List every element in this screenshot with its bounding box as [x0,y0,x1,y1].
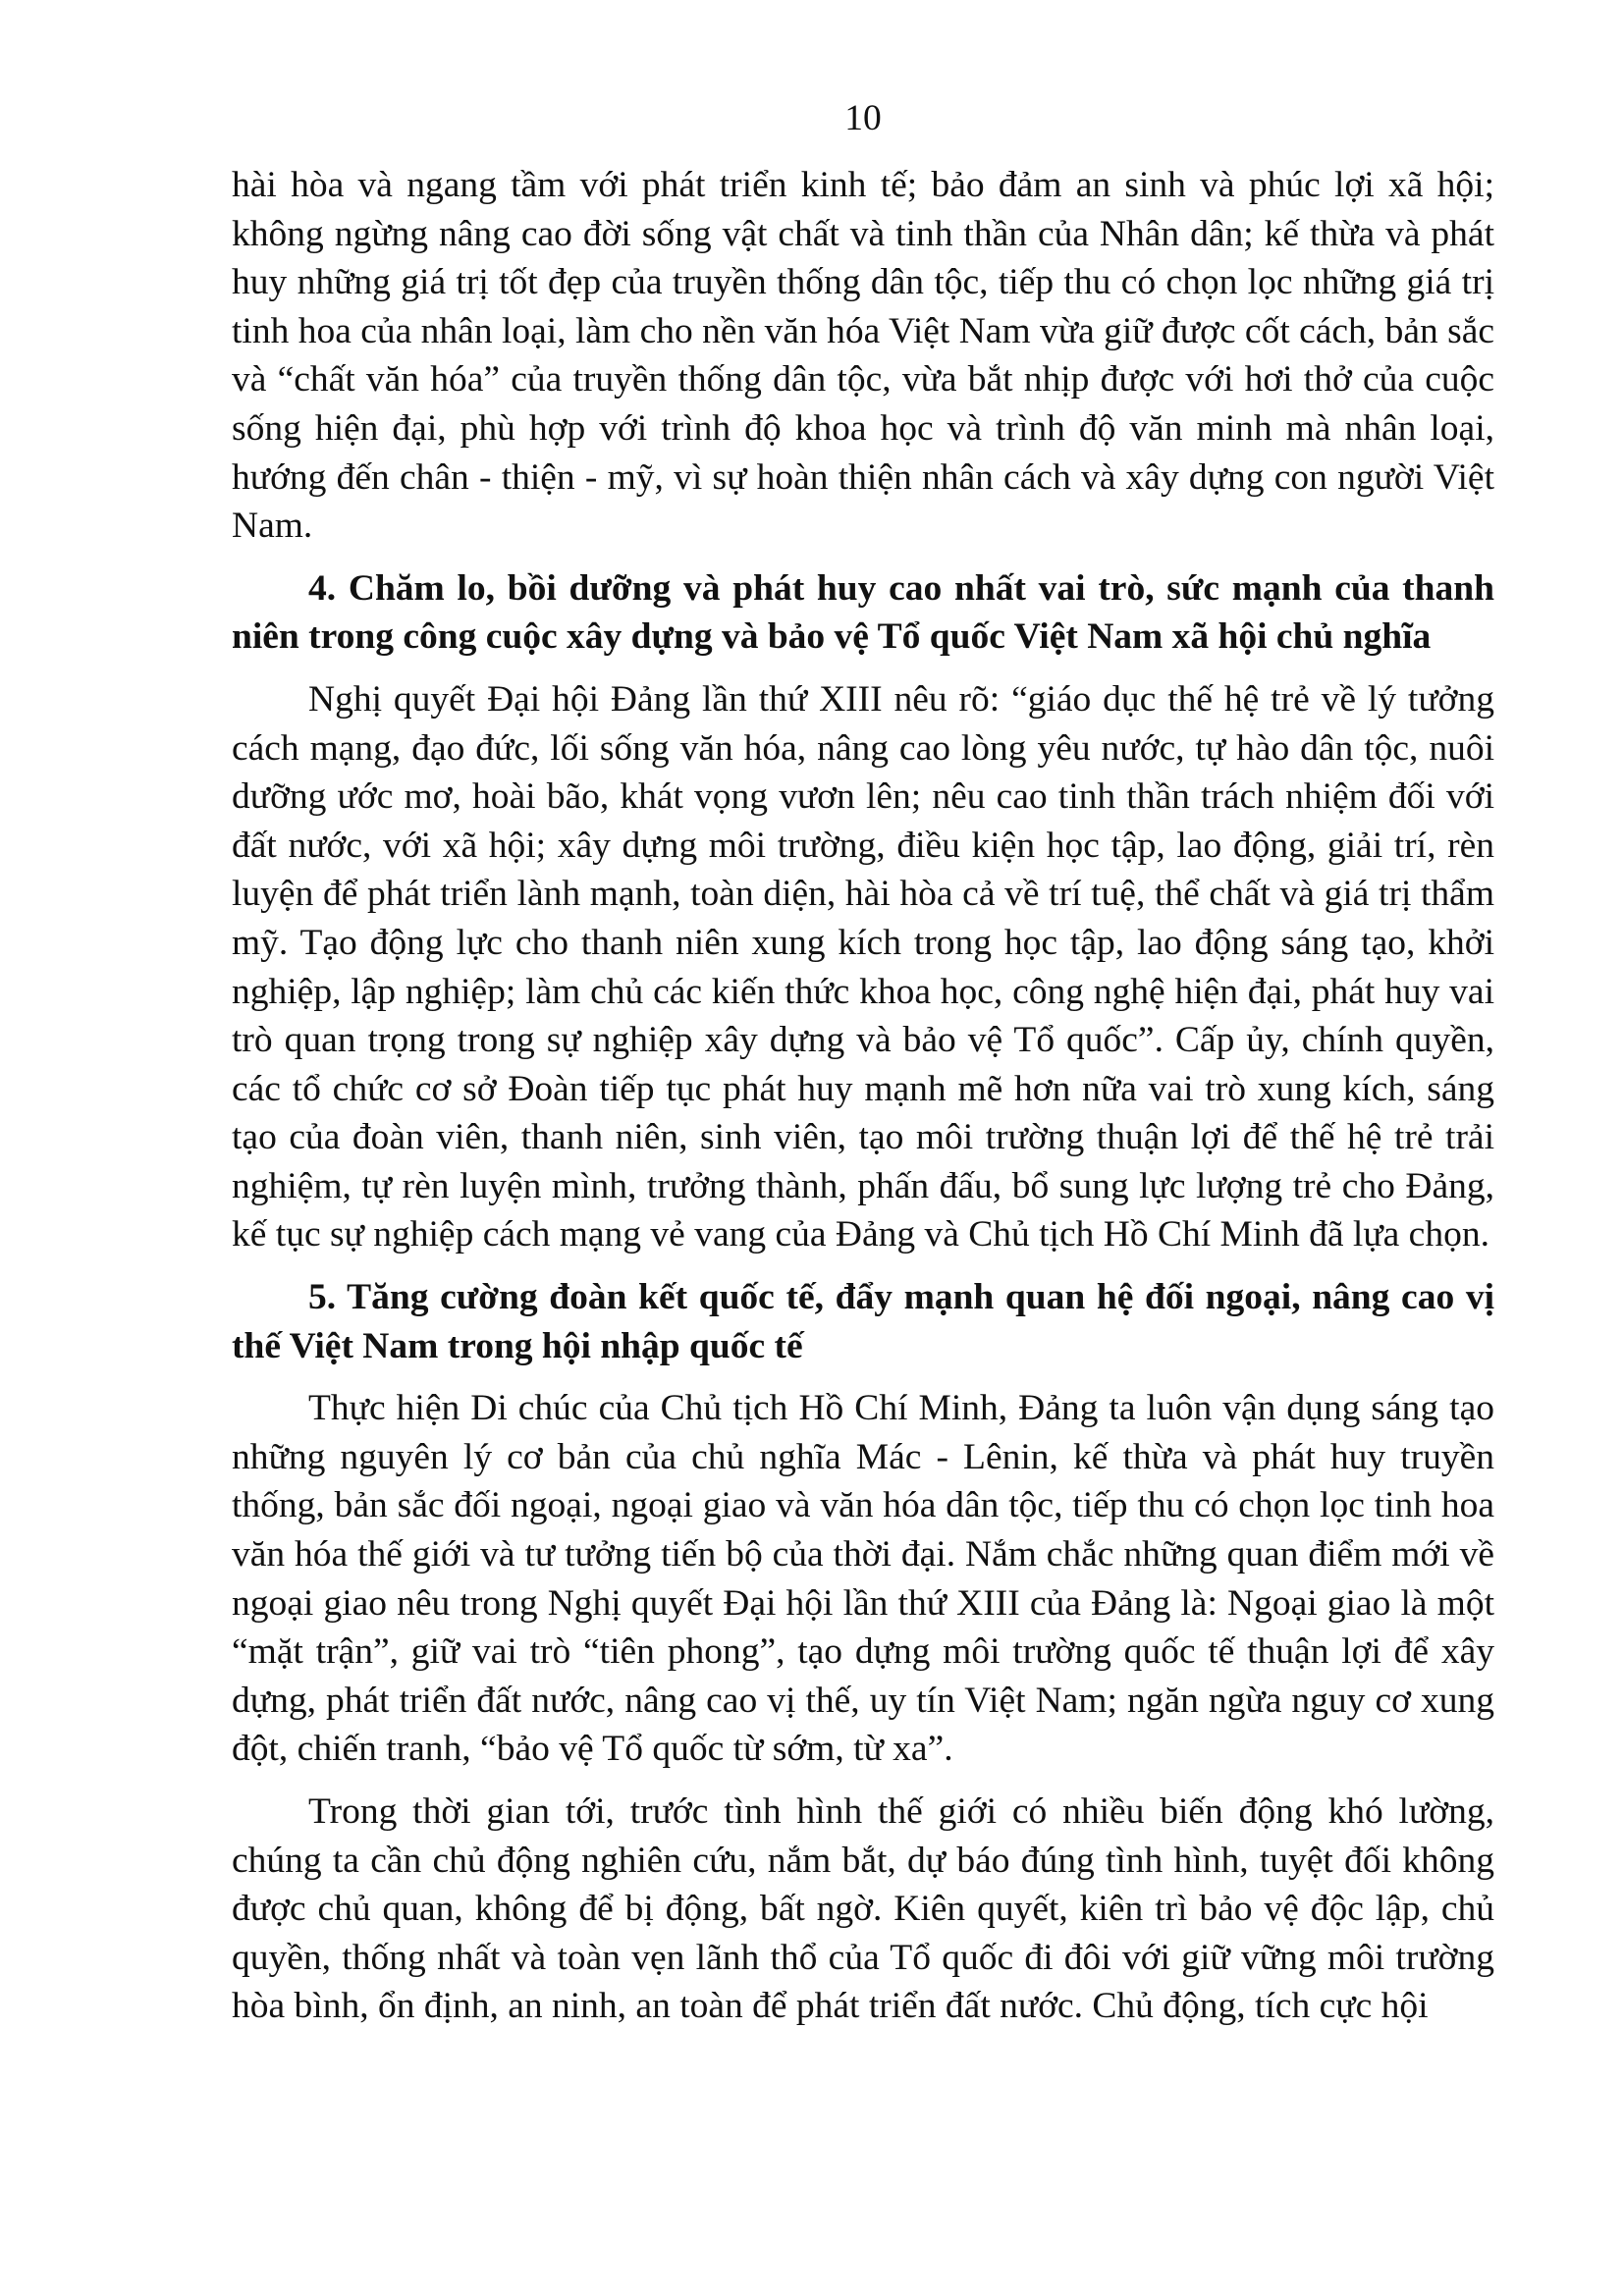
paragraph-youth-resolution: Nghị quyết Đại hội Đảng lần thứ XIII nêu rõ: “giáo dục thế hệ trẻ về lý tưởng cách mạng, đạo đức, lối sống văn hóa, nâng cao lòng yêu nước, tự hào dân tộc, nuôi dưỡng ước mơ, hoài bão, khát vọng vươn lên; nêu cao tinh thần trách nhiệm đối với đất nước, với xã hội; xây dựng môi trường, điều kiện học tập, lao động, giải trí, rèn luyện để phát triển lành mạnh, toàn diện, hài hòa cả về trí tuệ, thể chất và giá trị thẩm mỹ. Tạo động lực cho thanh niên xung kích trong học tập, lao động sáng tạo, khởi nghiệp, lập nghiệp; làm chủ các kiến thức khoa học, công nghệ hiện đại, phát huy vai trò quan trọng trong sự nghiệp xây dựng và bảo vệ Tổ quốc”. Cấp ủy, chính quyền, các tổ chức cơ sở Đoàn tiếp tục phát huy mạnh mẽ hơn nữa vai trò xung kích, sáng tạo của đoàn viên, thanh niên, sinh viên, tạo môi trường thuận lợi để thế hệ trẻ trải nghiệm, tự rèn luyện mình, trưởng thành, phấn đấu, bổ sung lực lượng trẻ cho Đảng, kế tục sự nghiệp cách mạng vẻ vang của Đảng và Chủ tịch Hồ Chí Minh đã lựa chọn. [232,678,1494,1255]
section-heading-5: 5. Tăng cường đoàn kết quốc tế, đẩy mạnh quan hệ đối ngoại, nâng cao vị thế Việt Nam trong hội nhập quốc tế [232,1277,1494,1366]
document-page [232,94,1494,2031]
section-heading-4: 4. Chăm lo, bồi dưỡng và phát huy cao nhất vai trò, sức mạnh của thanh niên trong công cuộc xây dựng và bảo vệ Tổ quốc Việt Nam xã hội chủ nghĩa [232,567,1494,658]
paragraph-continuation: hài hòa và ngang tầm với phát triển kinh tế; bảo đảm an sinh và phúc lợi xã hội; không ngừng nâng cao đời sống vật chất và tinh thần của Nhân dân; kế thừa và phát huy những giá trị tốt đẹp của truyền thống dân tộc, tiếp thu có chọn lọc những giá trị tinh hoa của nhân loại, làm cho nền văn hóa Việt Nam vừa giữ được cốt cách, bản sắc và “chất văn hóa” của truyền thống dân tộc, vừa bắt nhịp được với hơi thở của cuộc sống hiện đại, phù hợp với trình độ khoa học và trình độ văn minh mà nhân loại, hướng đến chân - thiện - mỹ, vì sự hoàn thiện nhân cách và xây dựng con người Việt Nam. [232,165,1494,547]
paragraph-coming-period: Trong thời gian tới, trước tình hình thế giới có nhiều biến động khó lường, chúng ta cần chủ động nghiên cứu, nắm bắt, dự báo đúng tình hình, tuyệt đối không được chủ quan, không để bị động, bất ngờ. Kiên quyết, kiên trì bảo vệ độc lập, chủ quyền, thống nhất và toàn vẹn lãnh thổ của Tổ quốc đi đôi với giữ vững môi trường hòa bình, ổn định, an ninh, an toàn để phát triển đất nước. Chủ động, tích cực hội [232,1791,1494,2027]
paragraph-foreign-policy: Thực hiện Di chúc của Chủ tịch Hồ Chí Minh, Đảng ta luôn vận dụng sáng tạo những nguyên lý cơ bản của chủ nghĩa Mác - Lênin, kế thừa và phát huy truyền thống, bản sắc đối ngoại, ngoại giao và văn hóa dân tộc, tiếp thu có chọn lọc tinh hoa văn hóa thế giới và tư tưởng tiến bộ của thời đại. Nắm chắc những quan điểm mới về ngoại giao nêu trong Nghị quyết Đại hội lần thứ XIII của Đảng là: Ngoại giao là một “mặt trận”, giữ vai trò “tiên phong”, tạo dựng môi trường quốc tế thuận lợi để xây dựng, phát triển đất nước, nâng cao vị thế, uy tín Việt Nam; ngăn ngừa nguy cơ xung đột, chiến tranh, “bảo vệ Tổ quốc từ sớm, từ xa”. [232,1388,1494,1770]
page-number: 10 [844,98,882,138]
